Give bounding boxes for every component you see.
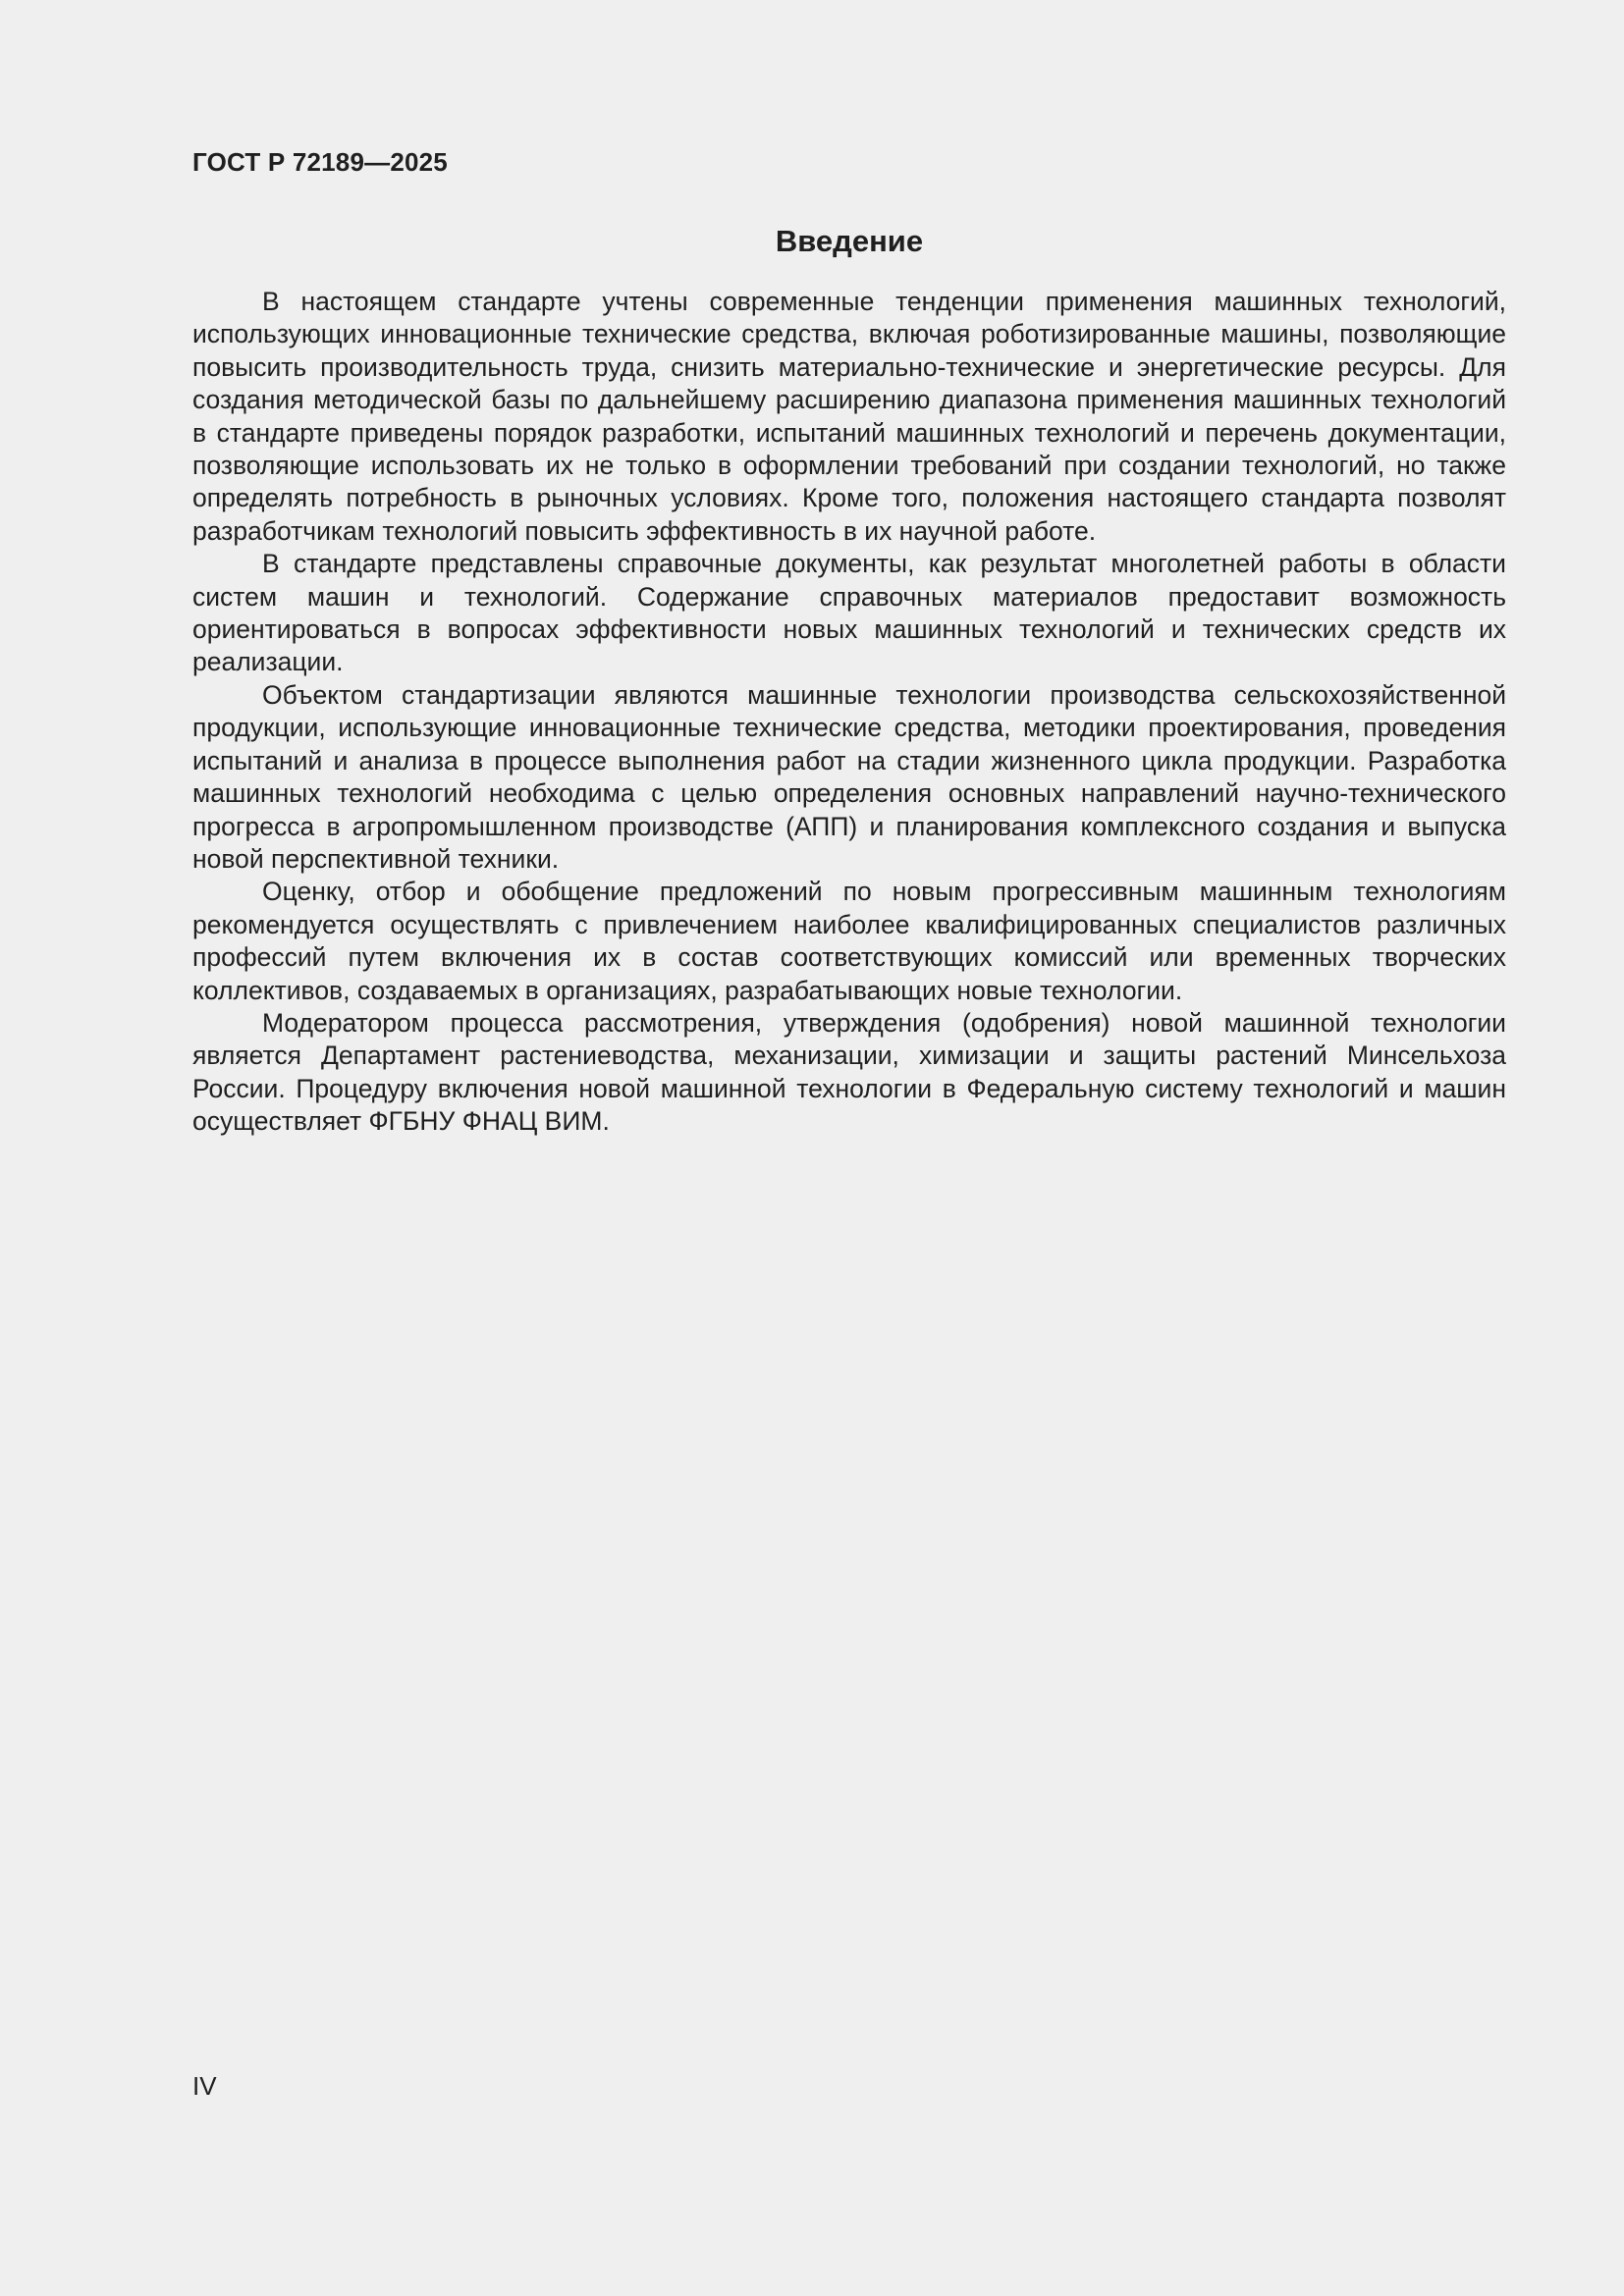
- paragraph-2: В стандарте представлены справочные документы, как результат многолетней работы в области систем машин и технологий. Содержание справочных материалов предоставит возможность ориентироваться в вопросах эффективности новых машинных технологий и технических средств их реализации.: [192, 549, 1506, 677]
- page-number: IV: [192, 2071, 217, 2101]
- paragraph-1: В настоящем стандарте учтены современные тенденции применения машинных технологий, использующих инновационные технические средства, включая роботизированные машины, позволяющие повысить производительность труда, снизить материально-технические и энергетические ресурсы. Для создания методической базы по дальнейшему расширению диапазона применения машинных технологий в стандарте приведены порядок разработки, испытаний машинных технологий и перечень документации, позволяющие использовать их не только в оформлении требований при создании технологий, но также определять потребность в рыночных условиях. Кроме того, положения настоящего стандарта позволят разработчикам технологий повысить эффективность в их научной работе.: [192, 287, 1506, 546]
- paragraph-3: Объектом стандартизации являются машинные технологии производства сельскохозяйственной продукции, использующие инновационные технические средства, методики проектирования, проведения испытаний и анализа в процессе выполнения работ на стадии жизненного цикла продукции. Разработка машинных технологий необходима с целью определения основных направлений научно-технического прогресса в агропромышленном производстве (АПП) и планирования комплексного создания и выпуска новой перспективной техники.: [192, 679, 1506, 874]
- paragraph-5: Модератором процесса рассмотрения, утверждения (одобрения) новой машинной технологии является Департамент растениеводства, механизации, химизации и защиты растений Минсельхоза России. Процедуру включения новой машинной технологии в Федеральную систему технологий и машин осуществляет ФГБНУ ФНАЦ ВИМ.: [192, 1007, 1506, 1137]
- document-header: ГОСТ Р 72189—2025: [192, 147, 448, 177]
- body-text: [192, 286, 1506, 1139]
- section-title: Введение: [775, 224, 924, 258]
- paragraph-4: Оценку, отбор и обобщение предложений по новым прогрессивным машинным технологиям рекомендуется осуществлять с привлечением наиболее квалифицированных специалистов различных профессий путем включения их в состав соответствующих комиссий или временных творческих коллективов, создаваемых в организациях, разрабатывающих новые технологии.: [192, 877, 1506, 1005]
